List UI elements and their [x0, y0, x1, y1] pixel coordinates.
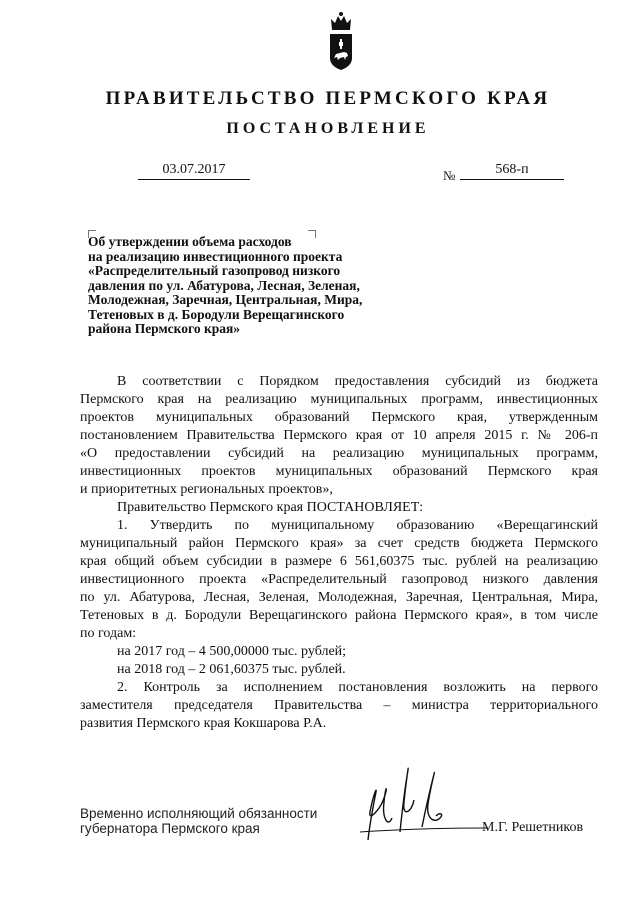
number-sign: №: [443, 168, 456, 183]
subject-line: Молодежная, Заречная, Центральная, Мира,: [88, 292, 363, 307]
subject-line: «Распределительный газопровод низкого: [88, 263, 341, 278]
signatory-title-line: губернатора Пермского края: [80, 821, 260, 836]
document-type: ПОСТАНОВЛЕНИЕ: [226, 120, 430, 137]
body-line: постановлением Правительства Пермского края от 10 апреля 2015 г. № 206-п: [80, 428, 598, 443]
document-date: 03.07.2017: [138, 162, 250, 180]
body-line: развития Пермского края Кокшарова Р.А.: [80, 716, 327, 731]
body-line: муниципальный район Пермского края» за счет средств бюджета Пермского: [80, 536, 598, 551]
body-line: инвестиционного проекта «Распределительный газопровод низкого давления: [80, 572, 598, 587]
body-line: на 2017 год – 4 500,00000 тыс. рублей;: [117, 644, 347, 659]
body-line: заместителя председателя Правительства – министра территориального: [80, 698, 598, 713]
body-line: по годам:: [80, 626, 137, 641]
body-line: «О предоставлении субсидий на реализацию муниципальных программ,: [80, 446, 598, 461]
coat-of-arms-emblem: [327, 10, 355, 72]
government-title: ПРАВИТЕЛЬСТВО ПЕРМСКОГО КРАЯ: [105, 88, 551, 109]
body-line: и приоритетных региональных проектов»,: [80, 482, 333, 497]
body-line: Пермского края на реализацию муниципальных программ, инвестиционных: [80, 392, 598, 407]
body-line: Правительство Пермского края ПОСТАНОВЛЯЕТ:: [117, 500, 424, 515]
subject-line: Об утверждении объема расходов: [88, 234, 292, 249]
body-line: проектов муниципальных образований Пермского края, утвержденным: [80, 410, 598, 425]
signatory-title: [80, 806, 317, 836]
body-line: инвестиционных проектов муниципальных образований Пермского края: [80, 464, 598, 479]
document-number: 568-п: [460, 162, 564, 180]
body-line: Тетеновых в д. Бородули Верещагинского района Пермского края», в том числе: [80, 608, 598, 623]
subject-line: района Пермского края»: [88, 321, 241, 336]
body-line: В соответствии с Порядком предоставления субсидий из бюджета: [117, 374, 598, 389]
body-line: края общий объем субсидии в размере 6 561,60375 тыс. рублей на реализацию: [80, 554, 598, 569]
subject-line: на реализацию инвестиционного проекта: [88, 248, 343, 264]
handwritten-signature: [340, 752, 490, 847]
subject-line: Тетеновых в д. Бородули Верещагинского: [88, 306, 345, 322]
document-subject: [88, 235, 408, 337]
subject-line: давления по ул. Абатурова, Лесная, Зеленая,: [88, 277, 360, 293]
body-line: 2. Контроль за исполнением постановления возложить на первого: [117, 680, 598, 695]
body-line: 1. Утвердить по муниципальному образованию «Верещагинский: [117, 518, 598, 533]
signatory-name: М.Г. Решетников: [482, 820, 584, 835]
body-line: на 2018 год – 2 061,60375 тыс. рублей.: [117, 662, 346, 677]
document-body: [80, 373, 598, 733]
body-line: по ул. Абатурова, Лесная, Зеленая, Молодежная, Заречная, Центральная, Мира,: [80, 590, 598, 605]
signatory-title-line: Временно исполняющий обязанности: [80, 806, 318, 821]
